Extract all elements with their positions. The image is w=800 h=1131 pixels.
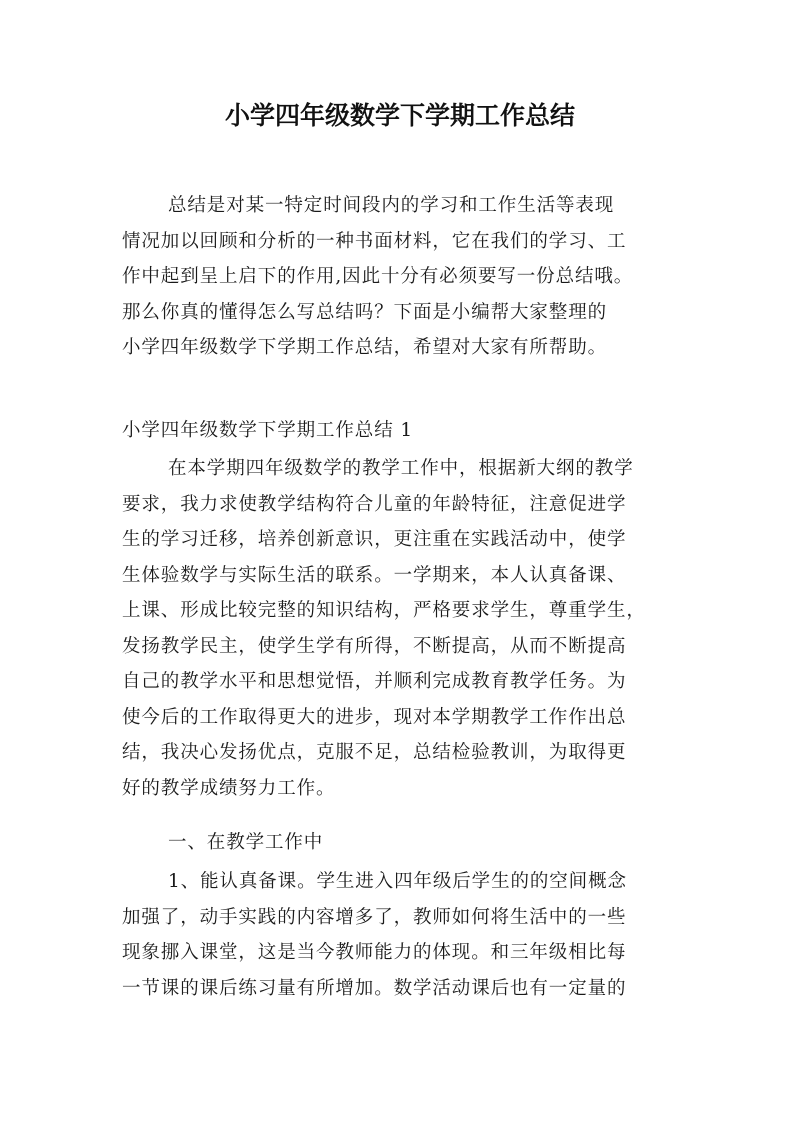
intro-paragraph [122,188,682,366]
section-title [122,413,682,449]
paragraph-line: 生的学习迁移，培养创新意识，更注重在实践活动中，使学 [122,529,627,550]
body-paragraph [122,451,682,806]
paragraph-line: 1、能认真备课。学生进入四年级后学生的的空间概念 [168,871,627,892]
paragraph-line: 现象挪入课堂，这是当今教师能力的体现。和三年级相比每 [122,942,627,963]
paragraph-line: 自己的教学水平和思想觉悟，并顺利完成教育教学任务。为 [122,671,627,692]
subheading [122,825,682,861]
paragraph-line: 好的教学成绩努力工作。 [122,777,336,799]
intro-line: 小学四年级数学下学期工作总结，希望对大家有所帮助。 [122,337,608,358]
intro-line: 情况加以回顾和分析的一种书面材料，它在我们的学习、工 [122,230,627,252]
body-paragraph [122,864,682,1006]
document-title: 小学四年级数学下学期工作总结 [224,101,575,130]
intro-line: 总结是对某一特定时间段内的学习和工作生活等表现 [168,195,615,216]
section-title-text: 小学四年级数学下学期工作总结 1 [122,420,414,441]
paragraph-line: 结，我决心发扬优点，克服不足，总结检验教训，为取得更 [122,742,627,763]
paragraph-line: 一节课的课后练习量有所增加。数学活动课后也有一定量的 [122,977,627,999]
intro-line: 作中起到呈上启下的作用,因此十分有必须要写一份总结哦。 [122,266,634,287]
paragraph-line: 生体验数学与实际生活的联系。一学期来，本人认真备课、 [122,564,627,586]
paragraph-line: 加强了，动手实践的内容增多了，教师如何将生活中的一些 [122,906,627,928]
paragraph-line: 在本学期四年级数学的教学工作中，根据新大纲的教学 [168,458,634,479]
paragraph-line: 使今后的工作取得更大的进步，现对本学期教学工作作出总 [122,706,627,728]
paragraph-line: 要求，我力求使教学结构符合儿童的年龄特征，注意促进学 [122,493,627,515]
subheading-text: 一、在教学工作中 [168,832,324,853]
paragraph-line: 上课、形成比较完整的知识结构，严格要求学生，尊重学生， [122,600,646,621]
intro-line: 那么你真的懂得怎么写总结吗？下面是小编帮大家整理的 [122,301,608,323]
paragraph-line: 发扬教学民主，使学生学有所得，不断提高，从而不断提高 [122,635,627,657]
